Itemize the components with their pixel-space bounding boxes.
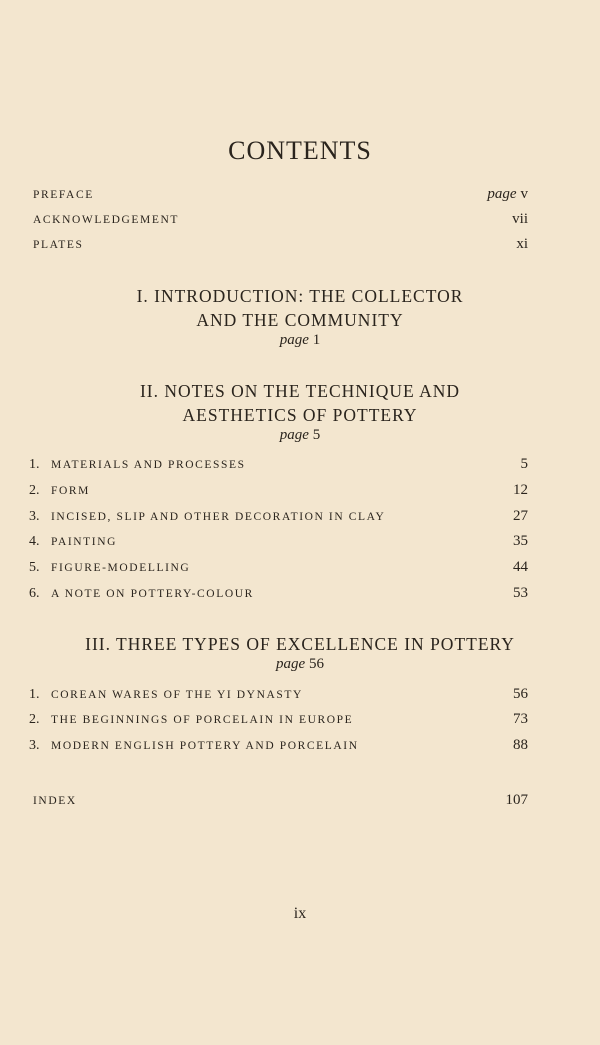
page-number: ix	[293, 905, 307, 922]
section-page: 35	[513, 533, 528, 549]
toc-entry-index[interactable]	[33, 792, 528, 809]
section-title: THE BEGINNINGS OF PORCELAIN IN EUROPE	[51, 714, 354, 726]
toc-section[interactable]	[29, 532, 528, 550]
entry-page: xi	[516, 236, 528, 252]
section-number: 1.	[29, 457, 40, 472]
entry-label: ACKNOWLEDGEMENT	[33, 214, 180, 226]
section-number: 2.	[29, 712, 40, 727]
toc-section[interactable]	[29, 481, 528, 499]
section-page: 73	[513, 711, 528, 727]
chapter-2-page: page 5	[279, 427, 321, 443]
section-number: 3.	[29, 738, 40, 753]
section-title: A NOTE ON POTTERY-COLOUR	[51, 588, 254, 600]
section-title: FIGURE-MODELLING	[51, 562, 191, 574]
entry-page: vii	[512, 211, 528, 227]
toc-entry-preface[interactable]	[33, 186, 528, 203]
toc-section[interactable]	[29, 736, 528, 754]
entry-label: INDEX	[33, 795, 77, 807]
section-number: 6.	[29, 586, 40, 601]
toc-section[interactable]	[29, 507, 528, 525]
chapter-2-line-1: II. NOTES ON THE TECHNIQUE AND	[139, 381, 461, 401]
section-title: FORM	[51, 485, 90, 497]
section-page: 53	[513, 585, 528, 601]
toc-entry-plates[interactable]	[33, 236, 528, 253]
chapter-2-line-2: AESTHETICS OF POTTERY	[182, 405, 418, 425]
entry-page: page v	[487, 186, 528, 202]
section-number: 3.	[29, 509, 40, 524]
toc-section[interactable]	[29, 558, 528, 576]
entry-page: 107	[505, 792, 528, 808]
toc-entry-acknowledgement[interactable]	[33, 211, 528, 228]
section-page: 27	[513, 508, 528, 524]
section-number: 5.	[29, 560, 40, 575]
section-title: INCISED, SLIP AND OTHER DECORATION IN CLAY	[51, 511, 386, 523]
chapter-1-heading[interactable]	[0, 284, 600, 332]
entry-label: PREFACE	[33, 189, 94, 201]
section-number: 2.	[29, 483, 40, 498]
section-page: 88	[513, 737, 528, 753]
section-title: MODERN ENGLISH POTTERY AND PORCELAIN	[51, 740, 359, 752]
section-title: MATERIALS AND PROCESSES	[51, 459, 246, 471]
section-title: PAINTING	[51, 536, 118, 548]
chapter-1-line-1: I. INTRODUCTION: THE COLLECTOR	[136, 286, 464, 306]
chapter-3-line-1: III. THREE TYPES OF EXCELLENCE IN POTTERY	[85, 634, 515, 654]
chapter-1-page: page 1	[279, 332, 321, 348]
toc-section[interactable]	[29, 685, 528, 703]
toc-section[interactable]	[29, 584, 528, 602]
section-page: 44	[513, 559, 528, 575]
section-page: 12	[513, 482, 528, 498]
section-title: COREAN WARES OF THE YI DYNASTY	[51, 689, 303, 701]
toc-section[interactable]	[29, 710, 528, 728]
page-title: CONTENTS	[228, 136, 372, 165]
section-number: 1.	[29, 687, 40, 702]
section-page: 56	[513, 686, 528, 702]
toc-section[interactable]	[29, 455, 528, 473]
section-page: 5	[520, 456, 528, 472]
entry-label: PLATES	[33, 239, 84, 251]
chapter-2-heading[interactable]	[0, 379, 600, 427]
chapter-3-heading[interactable]	[0, 632, 600, 656]
section-number: 4.	[29, 534, 40, 549]
chapter-3-page: page 56	[276, 656, 324, 672]
chapter-1-line-2: AND THE COMMUNITY	[196, 310, 404, 330]
